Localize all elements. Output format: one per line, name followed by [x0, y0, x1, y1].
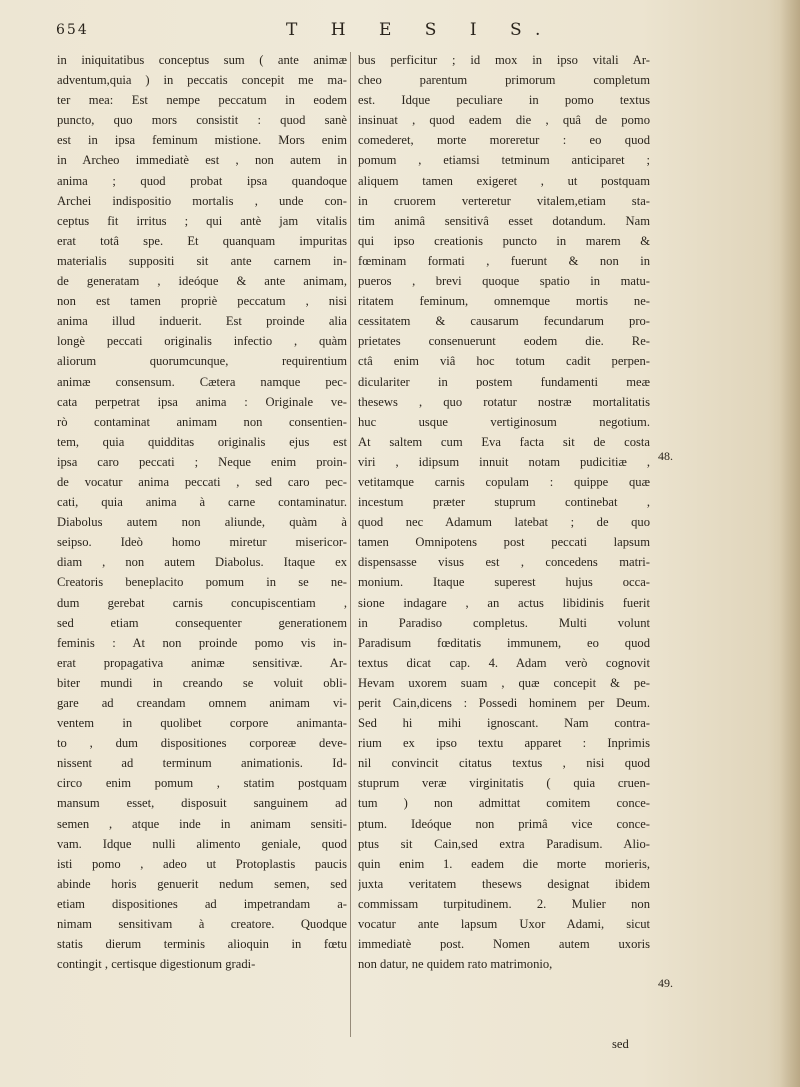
text-line: tim animâ sensitivâ esset dotandum. Nam	[358, 213, 650, 228]
text-line: abinde horis genuerit nedum semen, sed	[57, 876, 347, 891]
text-line: in cruorem verteretur vitalem,etiam sta-	[358, 193, 650, 208]
text-line: biter mundi in creando se voluit obli-	[57, 675, 347, 690]
text-line: aliorum quorumcunque, requirentium	[57, 354, 347, 369]
text-line: viri , idipsum innuit notam pudicitiæ ,	[358, 454, 650, 469]
text-line: Diabolus autem non aliunde, quàm à	[57, 515, 347, 530]
text-line: nissent ad terminum animationis. Id-	[57, 756, 347, 771]
text-line: commissam turpitudinem. 2. Mulier non	[358, 896, 650, 911]
text-line: ptum. Ideóque non primâ vice conce-	[358, 816, 650, 831]
text-line: insinuat , quod eadem die , quâ de pomo	[358, 113, 650, 128]
text-line: diculariter in postem fundamenti meæ	[358, 374, 650, 389]
text-line: stuprum veræ virginitatis ( quia cruen-	[358, 776, 650, 791]
text-line: cata perpetrat ipsa anima : Originale ve-	[57, 394, 347, 409]
text-line: tamen Omnipotens post peccati lapsum	[358, 535, 650, 550]
text-line: puncto, quo mors consistit : quod sanè	[57, 113, 347, 128]
text-line: perit Cain,dicens : Possedi hominem per Deum.	[358, 696, 650, 710]
text-line: Hevam uxorem suam , quæ concepit & pe-	[358, 675, 650, 690]
page-edge-shadow	[780, 0, 800, 1087]
text-line: anima ; quod probat ipsa quandoque	[57, 173, 347, 188]
text-line: Creatoris beneplacito pomum in se ne-	[57, 575, 347, 590]
text-line: Sed hi mihi ignoscant. Nam contra-	[358, 716, 650, 731]
text-line: juxta veritatem thesews designat ibidem	[358, 876, 650, 891]
text-line: prietates consenuerunt eodem die. Re-	[358, 334, 650, 349]
text-line: immediatè post. Nomen autem uxoris	[358, 937, 650, 952]
text-line: ctâ enim viâ hoc totum cadit perpen-	[358, 354, 650, 369]
text-line: in iniquitatibus conceptus sum ( ante animæ	[57, 53, 347, 67]
margin-note-48: 48.	[658, 449, 673, 463]
text-line: sione indagare , an actus libidinis fuerit	[358, 595, 650, 610]
text-line: Archei indispositio mortalis , unde con-	[57, 193, 347, 208]
text-line: vocatur ante lapsum Uxor Adami, sicut	[358, 917, 650, 932]
text-line: rò contaminat animam non consentien-	[57, 414, 347, 429]
text-line: quin enim 1. eadem die morte morieris,	[358, 856, 650, 871]
text-line: cessitatem & causarum fecundarum pro-	[358, 314, 650, 329]
text-line: in Archeo immediatè est , non autem in	[57, 153, 347, 168]
running-head	[56, 20, 696, 48]
text-line: vam. Idque nulli alimento geniale, quod	[57, 836, 347, 851]
text-line: mansum esset, disposuit sanguinem ad	[57, 796, 347, 811]
text-line: qui ipso creationis puncto in marem &	[358, 233, 650, 248]
right-text-column	[358, 50, 650, 974]
text-line: contingit , certisque digestionum gradi-	[57, 957, 256, 972]
margin-note-49: 49.	[658, 976, 673, 990]
text-line: non est tamen propriè peccatum , nisi	[57, 294, 347, 309]
text-line: circo enim pomum , statim postquam	[57, 776, 347, 791]
text-line: ipsa caro peccati ; Neque enim proin-	[57, 454, 347, 469]
text-line: nil convincit citatus textus , nisi quod	[358, 756, 650, 771]
column-divider	[350, 52, 351, 1037]
text-line: est. Idque peculiare in pomo textus	[358, 93, 650, 108]
text-line: quod nec Adamum latebat ; de quo	[358, 515, 650, 530]
text-line: pueros , brevi quoque spatio in matu-	[358, 274, 650, 289]
text-line: incestum præter stuprum continebat ,	[358, 495, 650, 510]
text-line: monium. Itaque superest hujus occa-	[358, 575, 650, 590]
left-text-column	[57, 50, 347, 974]
text-line: in Paradiso completus. Multi volunt	[358, 615, 650, 630]
text-line: seipso. Ideò homo miretur misericor-	[57, 535, 347, 550]
text-line: animæ consensum. Cætera namque pec-	[57, 374, 347, 389]
text-line: pomum , etiamsi tetminum anticiparet ;	[358, 153, 650, 168]
text-line: aliquem tamen exigeret , ut postquam	[358, 173, 650, 188]
text-line: diam , non autem Diabolus. Itaque ex	[57, 555, 347, 570]
text-line: longè peccati originalis infectio , quàm	[57, 334, 347, 349]
text-line: etiam dispositiones ad impetrandam a-	[57, 896, 347, 911]
text-line: ter mea: Est nempe peccatum in eodem	[57, 93, 347, 108]
text-line: ceptus fit irritus ; qui antè jam vitalis	[57, 213, 347, 228]
page-title: T H E S I S.	[286, 20, 555, 40]
text-line: bus perficitur ; id mox in ipso vitali Ar-	[358, 53, 650, 67]
text-line: ritatem feminum, omnemque mortis ne-	[358, 294, 650, 309]
text-line: materialis suppositi sit ante carnem in-	[57, 253, 347, 268]
text-line: anima illud induerit. Est proinde alia	[57, 314, 347, 329]
text-line: non datur, ne quidem rato matrimonio,	[358, 957, 553, 972]
text-line: cheo parentum primorum completum	[358, 73, 650, 88]
text-line: At saltem cum Eva facta sit de costa	[358, 434, 650, 449]
text-line: erat propagativa animæ sensitivæ. Ar-	[57, 655, 347, 670]
text-line: thesews , quo rotatur nostræ mortalitatis	[358, 394, 650, 409]
catchword: sed	[612, 1037, 629, 1051]
text-line: semen , atque inde in animam sensiti-	[57, 816, 347, 831]
text-line: isti pomo , adeo ut Protoplastis paucis	[57, 856, 347, 871]
text-line: dispensasse visus est , concedens matri-	[358, 555, 650, 570]
text-line: Paradisum fœditatis immunem, eo quod	[358, 635, 650, 650]
text-line: ptus sit Cain,sed extra Paradisum. Alio-	[358, 836, 650, 851]
text-line: sed etiam consequenter generationem	[57, 615, 347, 630]
page-number: 654	[56, 22, 89, 38]
text-line: rium ex ipso textu apparet : Inprimis	[358, 736, 650, 751]
text-line: est in ipsa feminum mistione. Mors enim	[57, 133, 347, 148]
text-line: textus dicat cap. 4. Adam verò cognovit	[358, 655, 650, 670]
text-line: adventum,quia ) in peccatis concepit me ma-	[57, 73, 347, 88]
text-line: vetitamque carnis copulam : quippe quæ	[358, 474, 650, 489]
text-line: comederet, morte moreretur : eo quod	[358, 133, 650, 148]
text-line: fœminam formati , fuerunt & non in	[358, 253, 650, 268]
text-line: nimam sensitivam à creatore. Quodque	[57, 917, 347, 932]
text-line: to , dum dispositiones corporeæ deve-	[57, 736, 347, 751]
text-line: cati, quia anima à carne contaminatur.	[57, 495, 347, 510]
text-line: tum ) non admittat comitem conce-	[358, 796, 650, 811]
text-line: dum gerebat carnis concupiscentiam ,	[57, 595, 347, 610]
text-line: feminis : At non proinde pomo vis in-	[57, 635, 347, 650]
text-line: erat totâ spe. Et quanquam impuritas	[57, 233, 347, 248]
text-line: de generatam , ideóque & ante animam,	[57, 274, 347, 289]
text-line: huc usque vertiginosum negotium.	[358, 414, 650, 429]
text-line: ventem in quolibet corpore animanta-	[57, 716, 347, 731]
text-line: gare ad creandam omnem animam vi-	[57, 696, 347, 710]
text-line: de vocatur anima peccati , sed caro pec-	[57, 474, 347, 489]
text-line: statis dierum terminis alioquin in fœtu	[57, 937, 347, 952]
text-line: tem, quia quidditas originalis ejus est	[57, 434, 347, 449]
